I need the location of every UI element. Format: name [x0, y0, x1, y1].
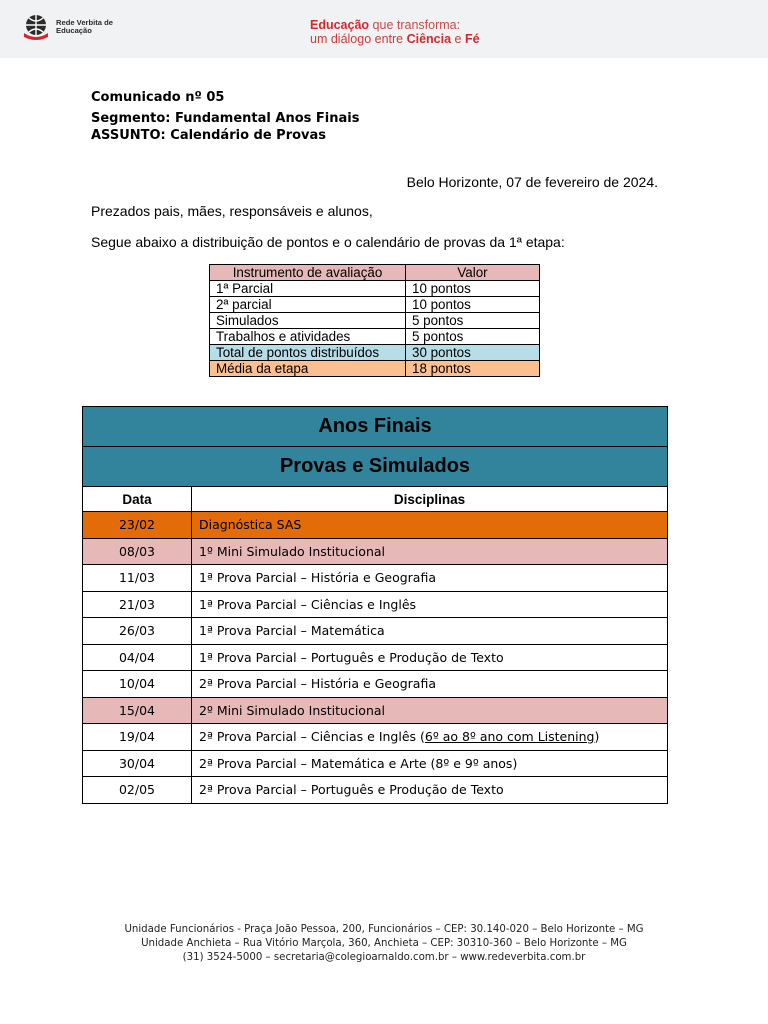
exams-header-date: Data	[83, 487, 192, 512]
points-cell: 18 pontos	[406, 361, 540, 377]
points-header-row	[210, 265, 540, 281]
intro-text: Segue abaixo a distribuição de pontos e o calendário de provas da 1ª etapa:	[91, 234, 565, 250]
footer-contact: (31) 3524-5000 – secretaria@colegioarnaldo.com.br – www.redeverbita.com.br	[182, 952, 586, 963]
exam-date: 15/04	[83, 697, 192, 724]
points-cell: 10 pontos	[406, 297, 540, 313]
exams-title: Anos Finais	[83, 407, 668, 447]
exam-date: 04/04	[83, 644, 192, 671]
points-cell: 1ª Parcial	[210, 281, 406, 297]
exam-discipline-tail: )	[594, 729, 600, 745]
exam-discipline-underlined: 6º ao 8º ano com Listening	[424, 729, 595, 745]
points-total-row	[210, 345, 540, 361]
points-row	[210, 297, 540, 313]
exam-discipline: 2º Mini Simulado Institucional	[192, 697, 668, 724]
points-cell: 5 pontos	[406, 329, 540, 345]
exams-table	[82, 406, 668, 804]
slogan-line2-c: e	[451, 32, 465, 46]
points-table	[209, 264, 540, 377]
slogan-line2-a: um diálogo entre	[310, 32, 407, 46]
slogan-line2-b: Ciência	[406, 32, 452, 46]
exams-header-disciplines: Disciplinas	[192, 487, 668, 512]
comunicado-number: Comunicado nº 05	[91, 90, 225, 105]
greeting: Prezados pais, mães, responsáveis e alunos,	[91, 203, 373, 219]
slogan	[310, 18, 480, 46]
points-row	[210, 329, 540, 345]
footer-address-2: Unidade Anchieta – Rua Vitório Marçola, 360, Anchieta – CEP: 30310-360 – Belo Horizonte – MG	[141, 938, 627, 949]
exam-row	[83, 591, 668, 618]
exam-row	[83, 697, 668, 724]
exam-discipline	[192, 724, 668, 751]
exam-date: 21/03	[83, 591, 192, 618]
exam-discipline: 1ª Prova Parcial – História e Geografia	[192, 565, 668, 592]
assunto: ASSUNTO: Calendário de Provas	[91, 128, 327, 143]
exam-date: 26/03	[83, 618, 192, 645]
logo	[22, 13, 126, 41]
points-cell: 5 pontos	[406, 313, 540, 329]
points-cell: 10 pontos	[406, 281, 540, 297]
exam-row	[83, 618, 668, 645]
exam-discipline: 2ª Prova Parcial – Matemática e Arte (8º e 9º anos)	[192, 750, 668, 777]
segmento: Segmento: Fundamental Anos Finais	[91, 111, 360, 126]
points-cell: 2ª parcial	[210, 297, 406, 313]
exam-row	[83, 777, 668, 804]
exam-row	[83, 750, 668, 777]
points-row	[210, 281, 540, 297]
exam-discipline: 1ª Prova Parcial – Ciências e Inglês	[192, 591, 668, 618]
exam-date: 23/02	[83, 512, 192, 539]
exam-discipline: Diagnóstica SAS	[192, 512, 668, 539]
exam-discipline-text: 2ª Prova Parcial – Ciências e Inglês (	[199, 729, 425, 745]
exam-discipline: 1ª Prova Parcial – Matemática	[192, 618, 668, 645]
points-cell: Simulados	[210, 313, 406, 329]
exam-discipline: 1º Mini Simulado Institucional	[192, 538, 668, 565]
exam-date: 02/05	[83, 777, 192, 804]
slogan-bold: Educação	[310, 18, 370, 32]
points-header-instrument: Instrumento de avaliação	[210, 265, 406, 281]
exam-date: 19/04	[83, 724, 192, 751]
slogan-rest: que transforma:	[369, 18, 461, 32]
exam-discipline: 2ª Prova Parcial – Português e Produção de Texto	[192, 777, 668, 804]
exam-row	[83, 565, 668, 592]
points-row	[210, 313, 540, 329]
exam-date: 10/04	[83, 671, 192, 698]
globe-icon	[22, 13, 50, 41]
exams-subtitle: Provas e Simulados	[83, 447, 668, 487]
slogan-line2-d: Fé	[464, 32, 480, 46]
points-cell: 30 pontos	[406, 345, 540, 361]
exams-header-row	[83, 487, 668, 512]
points-average-row	[210, 361, 540, 377]
dateline: Belo Horizonte, 07 de fevereiro de 2024.	[406, 174, 658, 190]
logo-text: Rede Verbita de Educação	[56, 17, 113, 35]
points-cell: Total de pontos distribuídos	[210, 345, 406, 361]
exam-date: 30/04	[83, 750, 192, 777]
footer-address-1: Unidade Funcionários - Praça João Pessoa, 200, Funcionários – CEP: 30.140-020 – Belo Horizonte – MG	[124, 924, 644, 935]
points-cell: Trabalhos e atividades	[210, 329, 406, 345]
exam-discipline: 1ª Prova Parcial – Português e Produção de Texto	[192, 644, 668, 671]
exam-row	[83, 671, 668, 698]
exam-row	[83, 644, 668, 671]
exam-date: 08/03	[83, 538, 192, 565]
exam-row	[83, 724, 668, 751]
exam-row	[83, 512, 668, 539]
header-band	[0, 0, 768, 58]
points-header-value: Valor	[406, 265, 540, 281]
points-cell: Média da etapa	[210, 361, 406, 377]
exam-row	[83, 538, 668, 565]
exam-discipline: 2ª Prova Parcial – História e Geografia	[192, 671, 668, 698]
exam-date: 11/03	[83, 565, 192, 592]
